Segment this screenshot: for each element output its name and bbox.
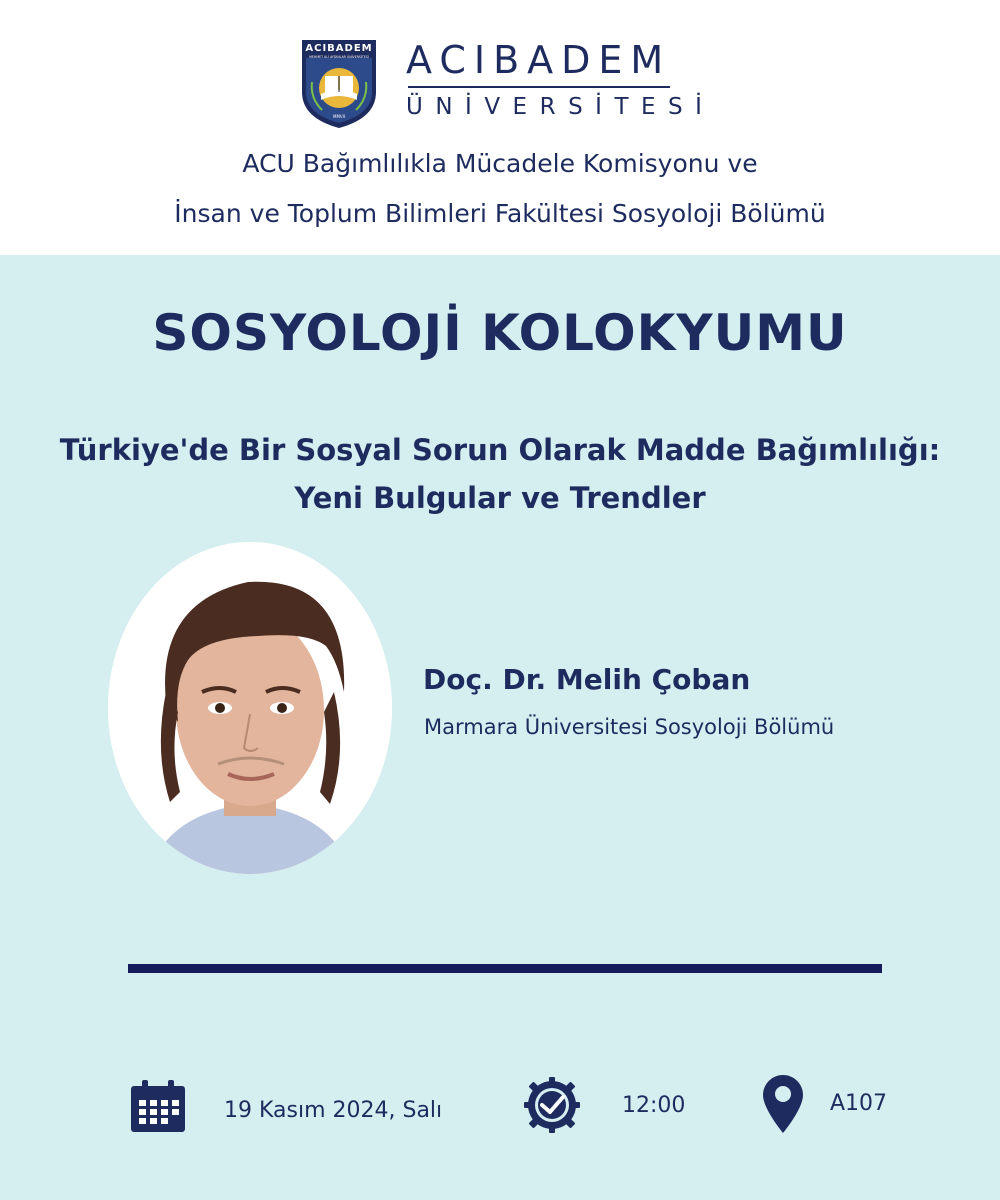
header xyxy=(0,0,1000,255)
organizer-line1: ACU Bağımlılıkla Mücadele Komisyonu ve xyxy=(242,149,758,178)
svg-text:MEHMET ALİ AYDINLAR ÜNİVERSİTE: MEHMET ALİ AYDINLAR ÜNİVERSİTESİ xyxy=(309,55,369,59)
divider xyxy=(128,964,882,973)
university-logo xyxy=(298,36,715,132)
event-date: 19 Kasım 2024, Salı xyxy=(224,1098,443,1123)
speaker-photo xyxy=(108,542,392,874)
map-pin-icon xyxy=(763,1075,803,1133)
event-room: A107 xyxy=(830,1091,888,1116)
speaker-portrait-image xyxy=(108,542,392,874)
clock-icon xyxy=(524,1077,580,1133)
speaker-name: Doç. Dr. Melih Çoban xyxy=(423,663,751,696)
calendar-icon xyxy=(131,1080,185,1132)
svg-text:ACIBADEM: ACIBADEM xyxy=(305,43,373,54)
svg-text:MMVII: MMVII xyxy=(333,114,345,119)
talk-title-line1: Türkiye'de Bir Sosyal Sorun Olarak Madde Bağımlılığı: xyxy=(59,433,941,467)
talk-title-line2: Yeni Bulgular ve Trendler xyxy=(294,481,706,515)
speaker-affiliation: Marmara Üniversitesi Sosyoloji Bölümü xyxy=(424,715,835,739)
wordmark-rule xyxy=(408,86,670,88)
crest-icon xyxy=(298,36,380,130)
event-time: 12:00 xyxy=(622,1093,686,1118)
wordmark-line1: ACIBADEM xyxy=(406,38,672,82)
series-title: SOSYOLOJİ KOLOKYUMU xyxy=(152,304,848,362)
organizer-line2: İnsan ve Toplum Bilimleri Fakültesi Sosyoloji Bölümü xyxy=(174,199,826,228)
wordmark-line2: ÜNİVERSİTESİ xyxy=(406,94,715,120)
